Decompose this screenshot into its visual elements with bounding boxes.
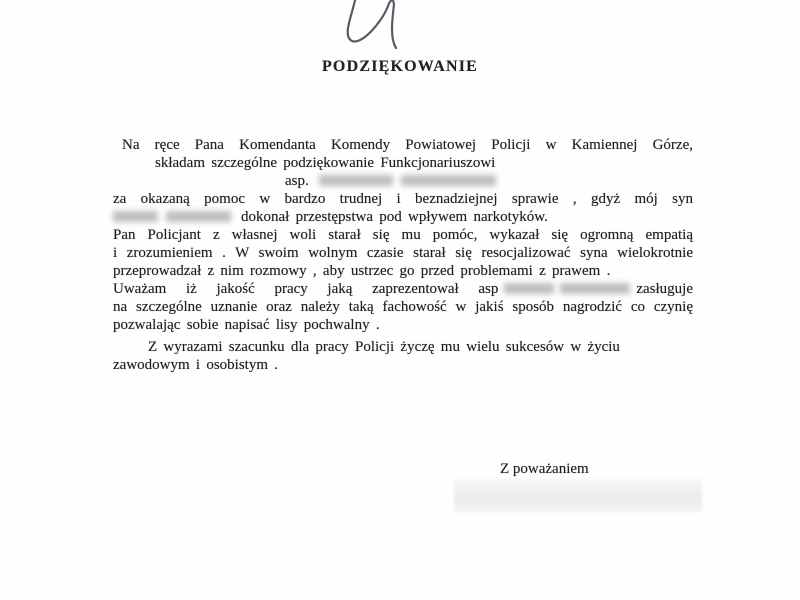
letter-line [113, 262, 693, 280]
letter-line [113, 208, 693, 226]
letter-line [113, 154, 693, 172]
letter-line-text: zasługuje [636, 281, 693, 297]
letter-line [113, 316, 693, 334]
letter-body [113, 136, 693, 374]
letter-line-text: zawodowym i osobistym . [113, 357, 278, 373]
letter-line [113, 356, 693, 374]
letter-line-text: przeprowadzał z nim rozmowy , aby ustrzec go przed problemami z prawem . [113, 263, 611, 279]
letter-line-text: składam szczególne podziękowanie Funkcjonariuszowi [155, 155, 496, 171]
letter-line [113, 280, 693, 298]
letter-line-text: Z wyrazami szacunku dla pracy Policji życzę mu wielu sukcesów w życiu [148, 339, 620, 355]
redacted-signature-blur [454, 479, 702, 512]
redacted-last-name-blur [401, 175, 496, 186]
redacted-officer-first-name-blur [504, 283, 554, 294]
letter-line-text: dokonał przestępstwa pod wpływem narkotyków. [241, 209, 548, 225]
pen-stroke-icon [330, 0, 420, 55]
letter-line-text: na szczególne uznanie oraz należy taką fachowość w jakiś sposób nagrodzić co czynię [113, 299, 693, 315]
letter-line-text: Na ręce Pana Komendanta Komendy Powiatowej Policji w Kamiennej Górze, [122, 137, 693, 153]
officer-rank-label: asp. [285, 173, 309, 189]
letter-line [113, 226, 693, 244]
letter-line [113, 298, 693, 316]
redacted-son-last-name-blur [166, 211, 231, 222]
letter-title: PODZIĘKOWANIE [321, 58, 479, 75]
letter-line [113, 172, 693, 190]
letter-line-text: i zrozumieniem . W swoim wolnym czasie starał się resocjalizować syna wielokrotnie [113, 245, 693, 261]
letter-line-text: Pan Policjant z własnej woli starał się mu pomóc, wykazał się ogromną empatią [113, 227, 693, 243]
letter-line [113, 190, 693, 208]
letter-line [113, 244, 693, 262]
letter-line [113, 136, 693, 154]
redacted-son-first-name-blur [113, 211, 158, 222]
redacted-officer-last-name-blur [560, 283, 630, 294]
closing-phrase: Z poważaniem [500, 461, 589, 477]
letter-line [113, 338, 693, 356]
letter-line-text: pozwalając sobie napisać lisy pochwalny . [113, 317, 380, 333]
letter-line-text: Uważam iż jakość pracy jaką zaprezentował asp [113, 281, 499, 297]
letter-line-text: za okazaną pomoc w bardzo trudnej i beznadziejnej sprawie , gdyż mój syn [113, 191, 693, 207]
redacted-first-name-blur [319, 175, 393, 186]
